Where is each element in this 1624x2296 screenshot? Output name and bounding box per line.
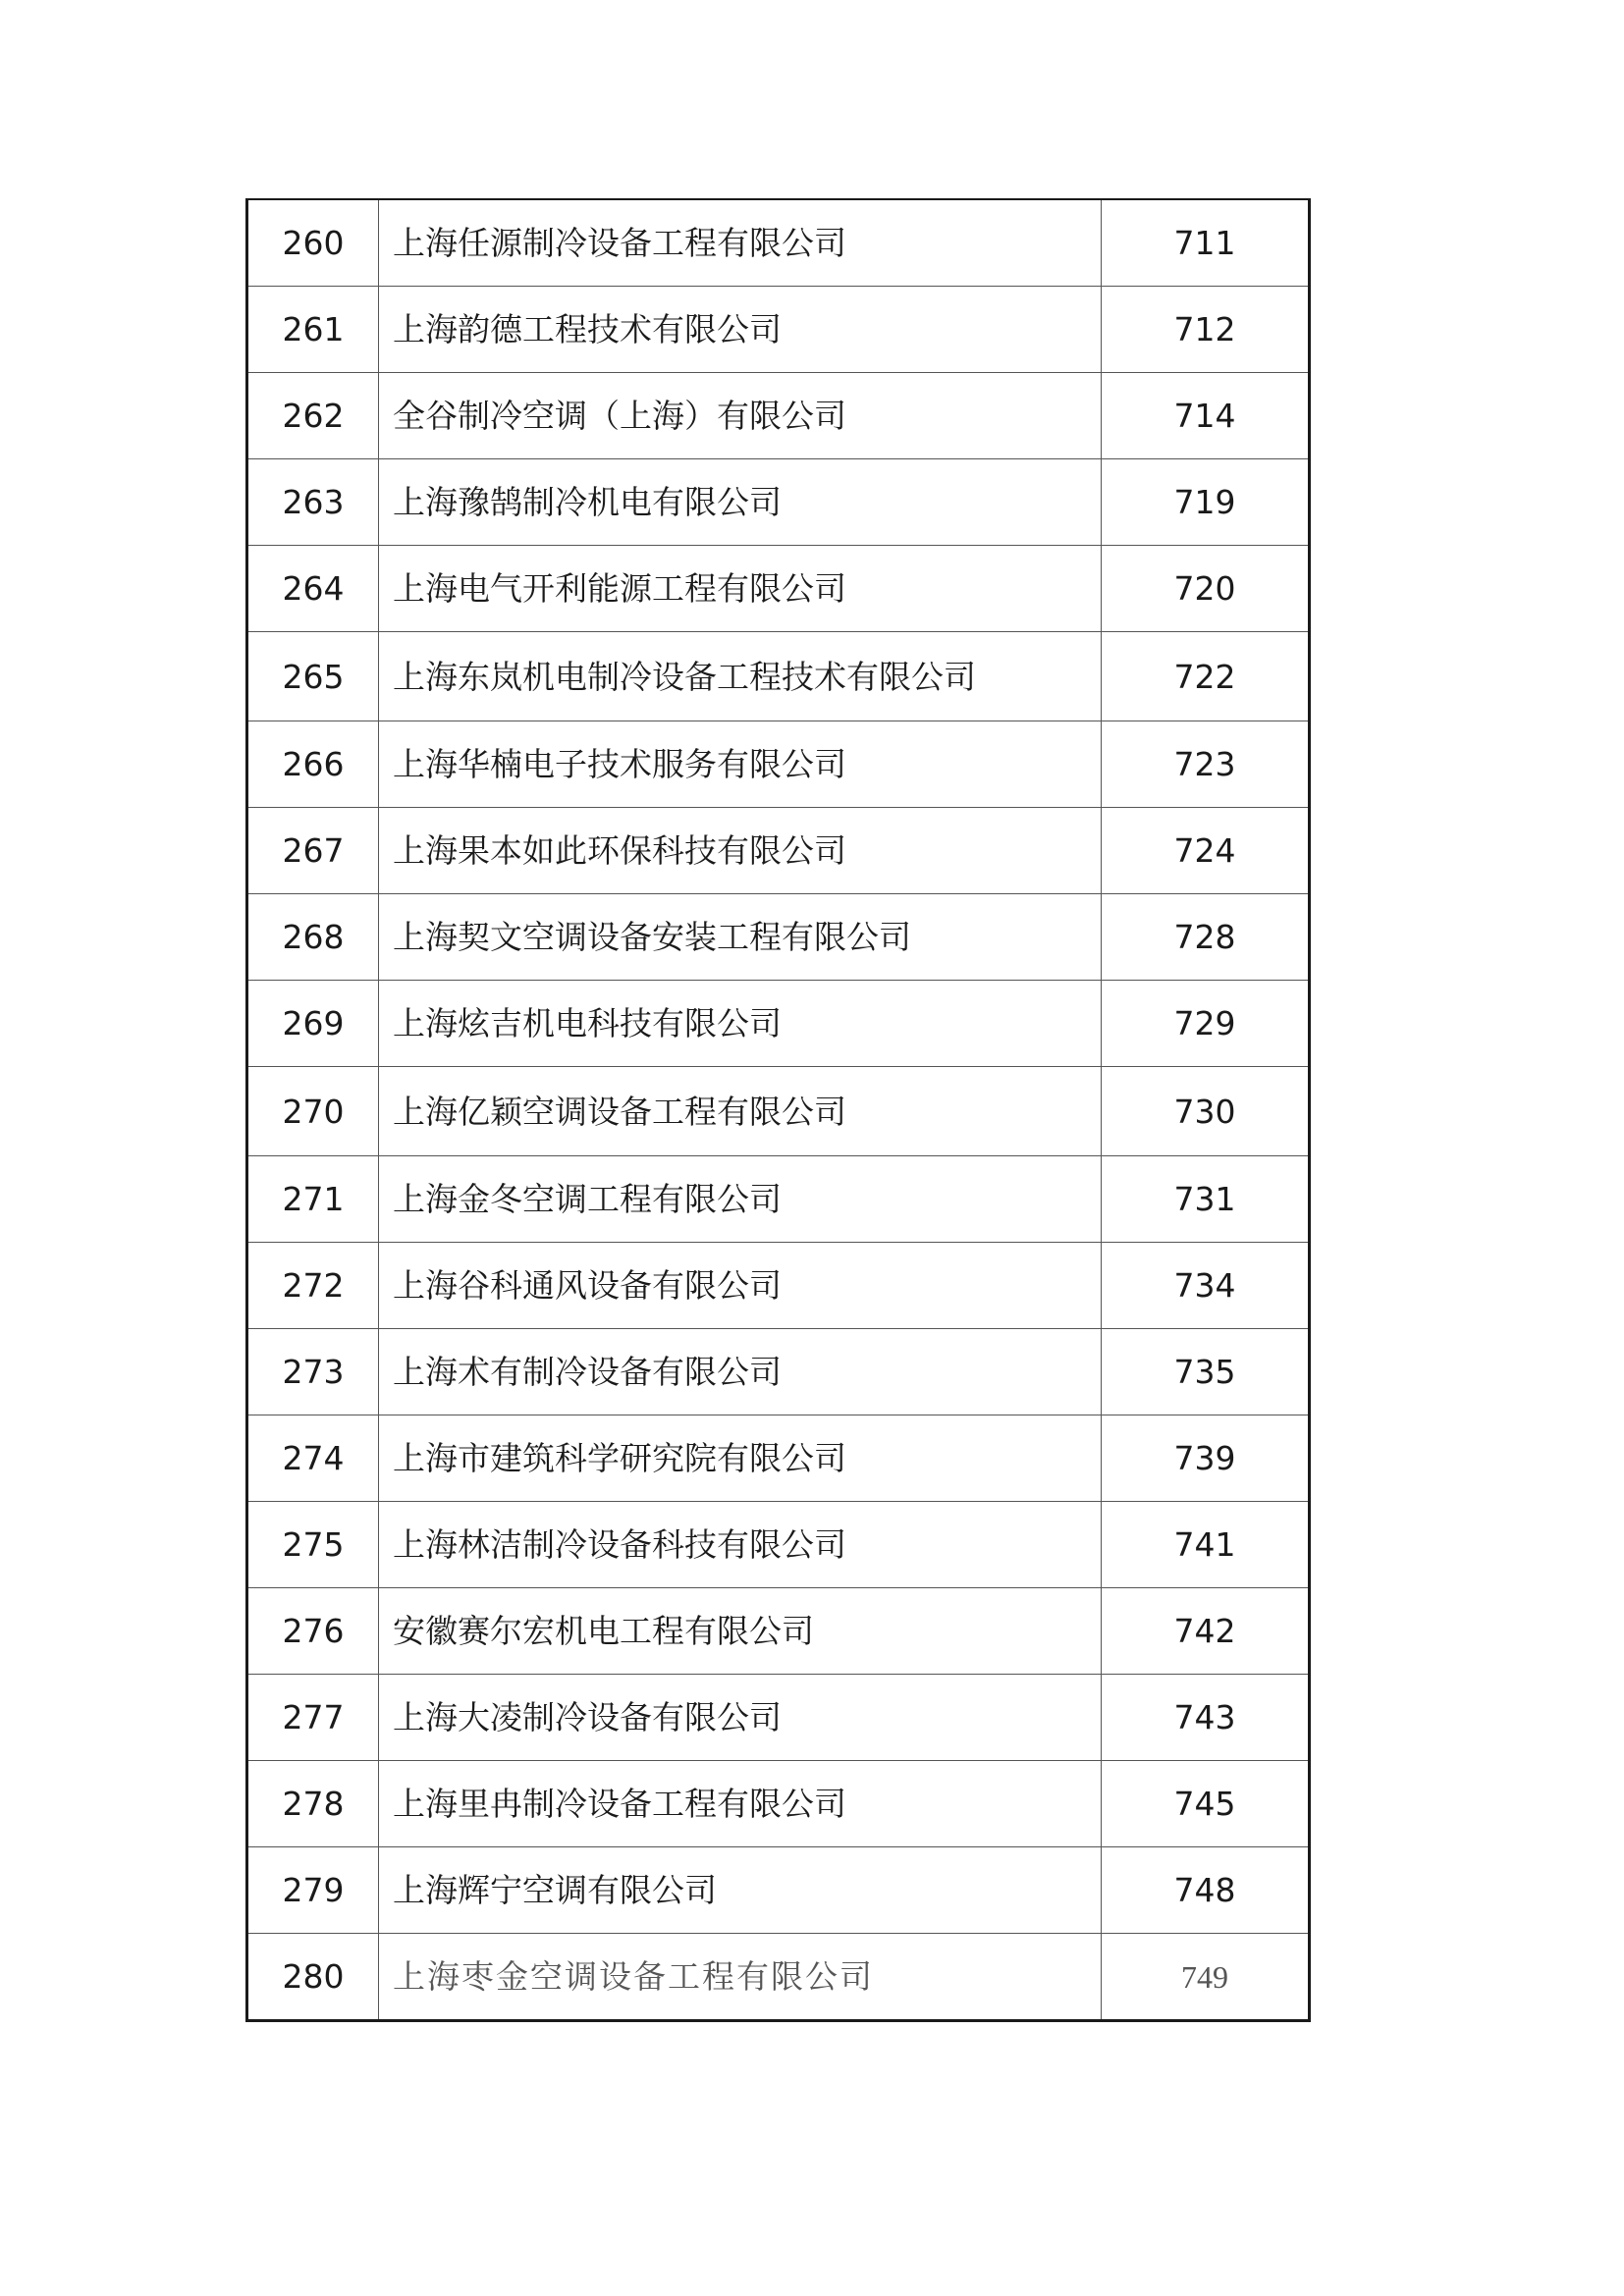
company-code: 724 bbox=[1102, 808, 1310, 894]
company-name: 上海豫鹄制冷机电有限公司 bbox=[379, 459, 1102, 546]
table-row bbox=[247, 287, 1310, 373]
table-row bbox=[247, 632, 1310, 721]
company-code: 734 bbox=[1102, 1243, 1310, 1329]
row-number: 267 bbox=[247, 808, 379, 894]
company-code: 735 bbox=[1102, 1329, 1310, 1415]
company-code: 728 bbox=[1102, 894, 1310, 981]
row-number: 260 bbox=[247, 199, 379, 287]
table-row bbox=[247, 459, 1310, 546]
table-row bbox=[247, 1243, 1310, 1329]
company-name: 上海枣金空调设备工程有限公司 bbox=[379, 1934, 1102, 2021]
row-number: 271 bbox=[247, 1156, 379, 1243]
table-row bbox=[247, 1675, 1310, 1761]
row-number: 279 bbox=[247, 1847, 379, 1934]
row-number: 266 bbox=[247, 721, 379, 808]
company-name: 上海果本如此环保科技有限公司 bbox=[379, 808, 1102, 894]
table-row bbox=[247, 894, 1310, 981]
row-number: 265 bbox=[247, 632, 379, 721]
company-name: 上海术有制冷设备有限公司 bbox=[379, 1329, 1102, 1415]
company-code: 722 bbox=[1102, 632, 1310, 721]
row-number: 268 bbox=[247, 894, 379, 981]
company-code: 730 bbox=[1102, 1067, 1310, 1156]
row-number: 273 bbox=[247, 1329, 379, 1415]
table-row bbox=[247, 1067, 1310, 1156]
company-name: 全谷制冷空调（上海）有限公司 bbox=[379, 373, 1102, 459]
company-code: 723 bbox=[1102, 721, 1310, 808]
table-row bbox=[247, 1415, 1310, 1502]
table-row bbox=[247, 199, 1310, 287]
row-number: 275 bbox=[247, 1502, 379, 1588]
row-number: 272 bbox=[247, 1243, 379, 1329]
company-code: 720 bbox=[1102, 546, 1310, 632]
table-row bbox=[247, 1934, 1310, 2021]
row-number: 263 bbox=[247, 459, 379, 546]
company-name: 上海电气开利能源工程有限公司 bbox=[379, 546, 1102, 632]
company-name: 上海大凌制冷设备有限公司 bbox=[379, 1675, 1102, 1761]
company-code: 749 bbox=[1102, 1934, 1310, 2021]
company-name: 上海市建筑科学研究院有限公司 bbox=[379, 1415, 1102, 1502]
company-name: 上海辉宁空调有限公司 bbox=[379, 1847, 1102, 1934]
company-name: 上海亿颖空调设备工程有限公司 bbox=[379, 1067, 1102, 1156]
company-code: 711 bbox=[1102, 199, 1310, 287]
company-code: 731 bbox=[1102, 1156, 1310, 1243]
row-number: 278 bbox=[247, 1761, 379, 1847]
row-number: 280 bbox=[247, 1934, 379, 2021]
table-row bbox=[247, 1502, 1310, 1588]
company-name: 安徽赛尔宏机电工程有限公司 bbox=[379, 1588, 1102, 1675]
row-number: 262 bbox=[247, 373, 379, 459]
table-row bbox=[247, 721, 1310, 808]
company-name: 上海韵德工程技术有限公司 bbox=[379, 287, 1102, 373]
table-row bbox=[247, 1847, 1310, 1934]
company-name: 上海东岚机电制冷设备工程技术有限公司 bbox=[379, 632, 1102, 721]
company-name: 上海契文空调设备安装工程有限公司 bbox=[379, 894, 1102, 981]
table-row bbox=[247, 981, 1310, 1067]
company-code: 745 bbox=[1102, 1761, 1310, 1847]
company-code: 739 bbox=[1102, 1415, 1310, 1502]
table-row bbox=[247, 1588, 1310, 1675]
table-row bbox=[247, 373, 1310, 459]
company-code: 742 bbox=[1102, 1588, 1310, 1675]
table-row bbox=[247, 1329, 1310, 1415]
row-number: 264 bbox=[247, 546, 379, 632]
company-code: 748 bbox=[1102, 1847, 1310, 1934]
company-code: 712 bbox=[1102, 287, 1310, 373]
row-number: 277 bbox=[247, 1675, 379, 1761]
company-name: 上海任源制冷设备工程有限公司 bbox=[379, 199, 1102, 287]
row-number: 269 bbox=[247, 981, 379, 1067]
company-name: 上海林洁制冷设备科技有限公司 bbox=[379, 1502, 1102, 1588]
company-code: 729 bbox=[1102, 981, 1310, 1067]
company-name: 上海炫吉机电科技有限公司 bbox=[379, 981, 1102, 1067]
company-name: 上海华楠电子技术服务有限公司 bbox=[379, 721, 1102, 808]
company-code: 741 bbox=[1102, 1502, 1310, 1588]
company-code: 719 bbox=[1102, 459, 1310, 546]
company-code: 743 bbox=[1102, 1675, 1310, 1761]
company-name: 上海谷科通风设备有限公司 bbox=[379, 1243, 1102, 1329]
company-list-table bbox=[245, 198, 1311, 2022]
table-row bbox=[247, 546, 1310, 632]
row-number: 274 bbox=[247, 1415, 379, 1502]
company-name: 上海里冉制冷设备工程有限公司 bbox=[379, 1761, 1102, 1847]
table-row bbox=[247, 1156, 1310, 1243]
company-name: 上海金冬空调工程有限公司 bbox=[379, 1156, 1102, 1243]
table-row bbox=[247, 808, 1310, 894]
row-number: 270 bbox=[247, 1067, 379, 1156]
row-number: 261 bbox=[247, 287, 379, 373]
company-code: 714 bbox=[1102, 373, 1310, 459]
row-number: 276 bbox=[247, 1588, 379, 1675]
table-row bbox=[247, 1761, 1310, 1847]
